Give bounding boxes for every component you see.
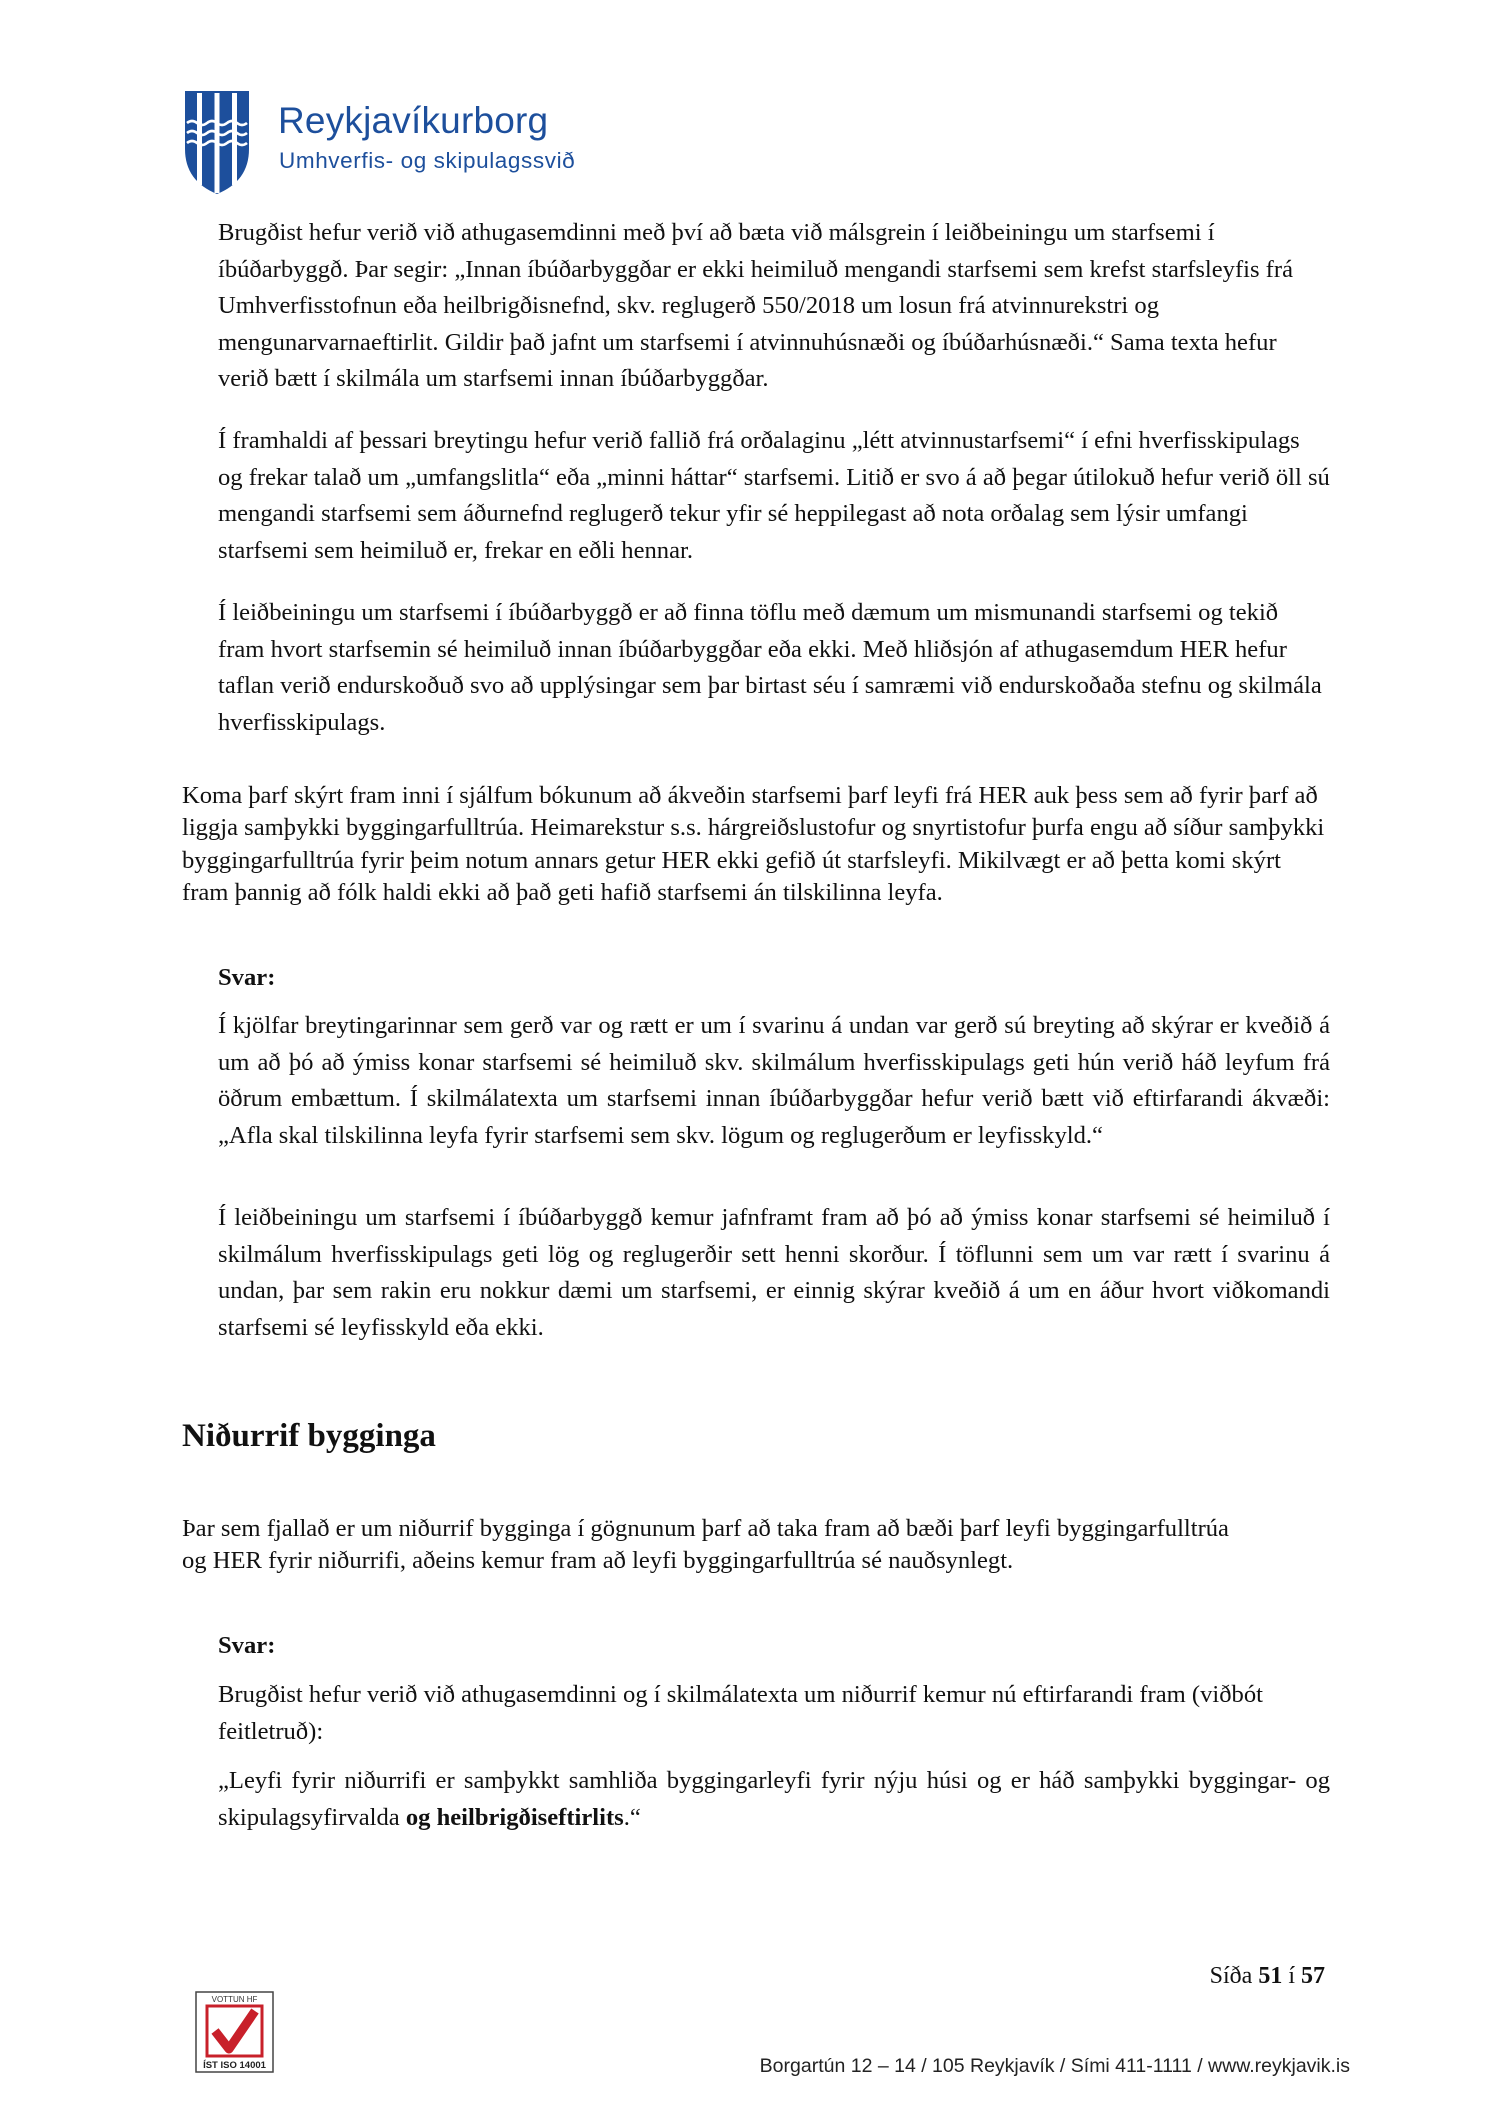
org-name: Reykjavíkurborg	[278, 100, 549, 141]
comment-permits: Koma þarf skýrt fram inni í sjálfum bókunum að ákveðin starfsemi þarf leyfi frá HER auk þess sem að fyrir þarf að liggja samþykki byggingarfulltrúa. Heimarekstur s.s. hárgreiðslustofur og snyrtistofur þurfa engu að síður samþykki byggingarfulltrúa fyrir þeim notum annars getur HER ekki gefið út starfsleyfi. Mikilvægt er að þetta komi skýrt fram þannig að fólk haldi ekki að það geti hafið starfsemi án tilskilinna leyfa.	[182, 782, 1325, 907]
paragraph-wording-change: Í framhaldi af þessari breytingu hefur verið fallið frá orðalaginu „létt atvinnustarfsemi“ í efni hverfisskipulags og frekar talað um „umfangslitla“ eða „minni háttar“ starfsemi. Litið er svo á að þegar útilokuð hefur verið öll sú mengandi starfsemi sem áðurnefnd reglugerð tekur yfir sé heppilegast að nota orðalag sem lýsir umfangi starfsemi sem heimiluð er, frekar en eðli hennar.	[218, 427, 1330, 564]
quote-text: „Leyfi fyrir niðurrifi er samþykkt samhliða byggingarleyfi fyrir nýju húsi og er háð samþykki byggingar- og skipulagsyfirvalda	[218, 1767, 1330, 1831]
page-total: 57	[1301, 1963, 1325, 1989]
page-number	[1210, 1963, 1325, 1990]
footer-address: Borgartún 12 – 14 / 105 Reykjavík / Sími 411-1111 / www.reykjavik.is	[759, 2055, 1350, 2077]
page-current: 51	[1258, 1963, 1283, 1989]
answer-label: Svar:	[218, 964, 276, 991]
answer-label-2: Svar:	[218, 1632, 276, 1659]
answer-permits-p2: Í leiðbeiningu um starfsemi í íbúðarbyggð kemur jafnframt fram að þó að ýmiss konar starfsemi sé heimiluð í skilmálum hverfisskipulags geti lög og reglugerðir sett henni skorður. Í töflunni sem um var rætt í svarinu á undan, þar sem rakin eru nokkur dæmi um starfsemi, er einnig skýrar kveðið á um en áður hvort viðkomandi starfsemi sé leyfisskyld eða ekki.	[218, 1204, 1330, 1341]
answer-demolition-quote	[218, 1763, 1330, 1836]
answer-permits-p1: Í kjölfar breytingarinnar sem gerð var og rætt er um í svarinu á undan var gerð sú breyting að skýrar er kveðið á um að þó að ýmiss konar starfsemi sé heimiluð skv. skilmálum hverfisskipulags geti hún verið háð leyfum frá öðrum embættum. Í skilmálatexta um starfsemi innan íbúðarbyggðar hefur verið bætt við eftirfarandi ákvæði: „Afla skal tilskilinna leyfa fyrir starfsemi sem skv. lögum og reglugerðum er leyfisskyld.“	[218, 1012, 1330, 1149]
section-heading: Niðurrif bygginga	[182, 1418, 436, 1454]
comment-demolition: Þar sem fjallað er um niðurrif bygginga í gögnunum þarf að taka fram að bæði þarf leyfi byggingarfulltrúa og HER fyrir niðurrifi, aðeins kemur fram að leyfi byggingarfulltrúa sé nauðsynlegt.	[182, 1515, 1229, 1575]
cert-bottom-text: ÍST ISO 14001	[203, 2060, 266, 2071]
iso-certification-checkmark-icon	[195, 1991, 274, 2073]
quote-end: .“	[623, 1803, 641, 1831]
reykjavik-crest-icon	[183, 89, 251, 196]
answer-demolition-p1: Brugðist hefur verið við athugasemdinni og í skilmálatexta um niðurrif kemur nú eftirfarandi fram (viðbót feitletruð):	[218, 1681, 1263, 1745]
department-name: Umhverfis- og skipulagssvið	[279, 148, 576, 173]
paragraph-table-revision: Í leiðbeiningu um starfsemi í íbúðarbyggð er að finna töflu með dæmum um mismunandi starfsemi og tekið fram hvort starfsemin sé heimiluð innan íbúðarbyggðar eða ekki. Með hliðsjón af athugasemdum HER hefur taflan verið endurskoðuð svo að upplýsingar sem þar birtast séu í samræmi við endurskoðaða stefnu og skilmála hverfisskipulags.	[218, 599, 1322, 736]
page-of: í	[1288, 1963, 1295, 1989]
cert-top-text: VOTTUN HF	[211, 1995, 258, 2004]
quote-bold-addition: og heilbrigðiseftirlits	[405, 1803, 624, 1831]
paragraph-answer-intro: Brugðist hefur verið við athugasemdinni með því að bæta við málsgrein í leiðbeiningu um starfsemi í íbúðarbyggð. Þar segir: „Innan íbúðarbyggðar er ekki heimiluð mengandi starfsemi sem krefst starfsleyfis frá Umhverfisstofnun eða heilbrigðisnefnd, skv. reglugerð 550/2018 um losun frá atvinnurekstri og mengunarvarnaeftirlit. Gildir það jafnt um starfsemi í atvinnuhúsnæði og íbúðarhúsnæði.“ Sama texta hefur verið bætt í skilmála um starfsemi innan íbúðarbyggðar.	[218, 219, 1293, 393]
page-prefix: Síða	[1209, 1963, 1253, 1989]
